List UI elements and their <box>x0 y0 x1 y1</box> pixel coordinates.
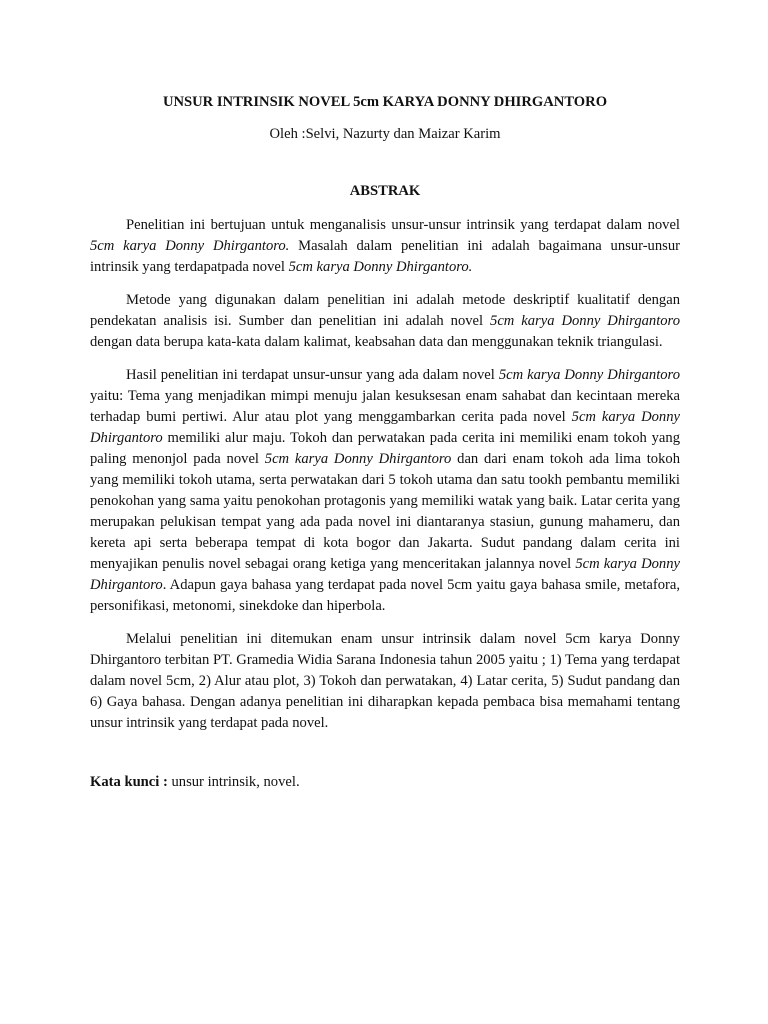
keywords-line <box>90 772 680 792</box>
text-run: dengan data berupa kata-kata dalam kalimat, keabsahan data dan menggunakan teknik triangulasi. <box>90 334 663 350</box>
italic-run: 5cm karya Donny Dhirgantoro <box>498 367 680 383</box>
text-run: . Adapun gaya bahasa yang terdapat pada novel 5cm yaitu gaya bahasa smile, metafora, personifikasi, metonomi, sinekdoke dan hiperbola. <box>90 577 680 614</box>
italic-run: 5cm karya Donny Dhirgantoro <box>264 451 452 467</box>
abstract-paragraph-1 <box>90 215 680 278</box>
text-run: Penelitian ini bertujuan untuk menganalisis unsur-unsur intrinsik yang terdapat dalam novel <box>126 217 680 233</box>
italic-run: 5cm karya Donny Dhirgantoro <box>90 556 680 593</box>
keywords-value: unsur intrinsik, novel. <box>167 774 300 790</box>
abstract-paragraph-3 <box>90 365 680 617</box>
text-run: Hasil penelitian ini terdapat unsur-unsur yang ada dalam novel <box>126 367 499 383</box>
italic-run: 5cm karya Donny Dhirgantoro. <box>90 238 290 254</box>
paper-title: UNSUR INTRINSIK NOVEL 5cm KARYA DONNY DHIRGANTORO <box>162 94 608 110</box>
abstract-paragraph-4 <box>90 629 680 734</box>
text-run: Masalah dalam penelitian ini adalah bagaimana unsur-unsur intrinsik yang terdapatpada novel <box>90 238 680 275</box>
text-run: dan dari enam tokoh ada lima tokoh yang memiliki tokoh utama, serta perwatakan dari 5 tokoh utama dan satu tookh pembantu memiliki penokohan yang sama yaitu penokohan protagonis yang memiliki watak yang baik. Latar cerita yang merupakan pelukisan tempat yang ada pada novel ini diantaranya stasiun, gunung mahameru, dan kereta api serta beberapa tempat di kota bogor dan Jakarta. Sudut pandang dalam cerita ini menyajikan penulis novel sebagai orang ketiga yang menceritakan jalannya novel <box>90 451 680 572</box>
text-run: Melalui penelitian ini ditemukan enam unsur intrinsik dalam novel 5cm karya Donny Dhirgantoro terbitan PT. Gramedia Widia Sarana Indonesia tahun 2005 yaitu ; 1) Tema yang terdapat dalam novel 5cm, 2) Alur atau plot, 3) Tokoh dan perwatakan, 4) Latar cerita, 5) Sudut pandang dan 6) Gaya bahasa. Dengan adanya penelitian ini diharapkan kepada pembaca bisa memahami tentang unsur intrinsik yang terdapat pada novel. <box>90 631 680 731</box>
author-line: Oleh :Selvi, Nazurty dan Maizar Karim <box>269 126 501 142</box>
keywords-label: Kata kunci : <box>90 774 168 790</box>
paper-page <box>90 92 680 792</box>
italic-run: 5cm karya Donny Dhirgantoro. <box>288 259 473 275</box>
text-run: memiliki alur maju. Tokoh dan perwatakan pada cerita ini memiliki enam tokoh yang paling menonjol pada novel <box>90 430 680 467</box>
italic-run: 5cm karya Donny Dhirgantoro <box>490 313 680 329</box>
abstract-paragraph-2 <box>90 290 680 353</box>
italic-run: 5cm karya Donny Dhirgantoro <box>90 409 680 446</box>
text-run: yaitu: Tema yang menjadikan mimpi menuju jalan kesuksesan enam sahabat dan kecintaan mereka terhadap bumi pertiwi. Alur atau plot yang menggambarkan cerita pada novel <box>90 388 680 425</box>
abstract-heading: ABSTRAK <box>349 183 421 199</box>
text-run: Metode yang digunakan dalam penelitian ini adalah metode deskriptif kualitatif dengan pendekatan analisis isi. Sumber dan penelitian ini adalah novel <box>90 292 680 329</box>
